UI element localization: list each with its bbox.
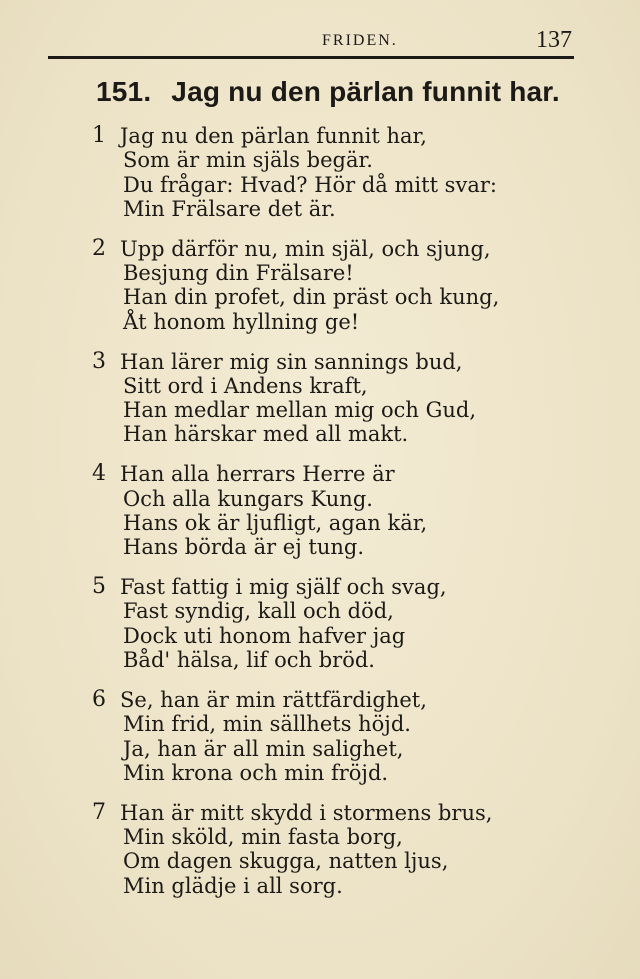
verse-line: Han alla herrars Herre är xyxy=(120,462,395,487)
verse-number: 5 xyxy=(92,574,106,600)
verse-line: Han härskar med all makt. xyxy=(123,422,409,447)
verse-line: Du frågar: Hvad? Hör då mitt svar: xyxy=(123,172,497,197)
verse-line: Sitt ord i Andens kraft, xyxy=(123,373,368,398)
verse-line: Båd' hälsa, lif och bröd. xyxy=(123,648,375,673)
verse-number: 6 xyxy=(92,686,106,712)
verse-line: Besjung din Frälsare! xyxy=(123,261,354,286)
stanza-list xyxy=(92,124,562,913)
verse-line: Ja, han är all min salighet, xyxy=(123,736,404,761)
hymn-heading xyxy=(96,76,560,108)
verse-line: Hans börda är ej tung. xyxy=(123,535,365,560)
verse-line: Fast fattig i mig själf och svag, xyxy=(120,575,447,600)
verse-line: Han medlar mellan mig och Gud, xyxy=(123,398,477,423)
verse-line: Han är mitt skydd i stormens brus, xyxy=(120,800,493,825)
verse-number: 4 xyxy=(92,461,106,487)
verse-line: Som är min själs begär. xyxy=(123,148,373,173)
stanza xyxy=(92,237,562,334)
verse-line: Se, han är min rättfärdighet, xyxy=(120,687,427,712)
page-number: 137 xyxy=(536,27,572,53)
verse-line: Fast syndig, kall och död, xyxy=(123,599,394,624)
verse-line: Min frid, min sällhets höjd. xyxy=(123,712,411,737)
hymn-title: Jag nu den pärlan funnit har. xyxy=(171,76,560,107)
verse-number: 2 xyxy=(92,235,106,261)
stanza xyxy=(92,350,562,447)
verse-line: Om dagen skugga, natten ljus, xyxy=(123,849,449,874)
verse-number: 7 xyxy=(92,799,106,825)
verse-line: Åt honom hyllning ge! xyxy=(123,309,360,334)
verse-line: Upp därför nu, min själ, och sjung, xyxy=(120,236,491,261)
verse-line: Min krona och min fröjd. xyxy=(123,760,389,785)
verse-line: Och alla kungars Kung. xyxy=(123,486,373,511)
verse-line: Min glädje i all sorg. xyxy=(123,873,343,898)
verse-line: Jag nu den pärlan funnit har, xyxy=(120,124,427,148)
stanza xyxy=(92,124,562,221)
stanza xyxy=(92,688,562,785)
verse-line: Min sköld, min fasta borg, xyxy=(123,824,403,849)
stanza xyxy=(92,801,562,898)
header-rule xyxy=(48,56,574,59)
hymn-number: 151. xyxy=(96,76,152,107)
verse-line: Hans ok är ljufligt, agan kär, xyxy=(123,510,428,535)
verse-line: Min Frälsare det är. xyxy=(123,196,336,221)
running-head xyxy=(50,27,580,55)
verse-number: 1 xyxy=(92,123,106,148)
running-title: FRIDEN. xyxy=(322,32,398,49)
stanza xyxy=(92,462,562,559)
verse-line: Han lärer mig sin sannings bud, xyxy=(120,349,463,374)
verse-line: Dock uti honom hafver jag xyxy=(123,623,406,648)
verse-number: 3 xyxy=(92,348,106,374)
stanza xyxy=(92,575,562,672)
verse-line: Han din profet, din präst och kung, xyxy=(123,285,500,310)
